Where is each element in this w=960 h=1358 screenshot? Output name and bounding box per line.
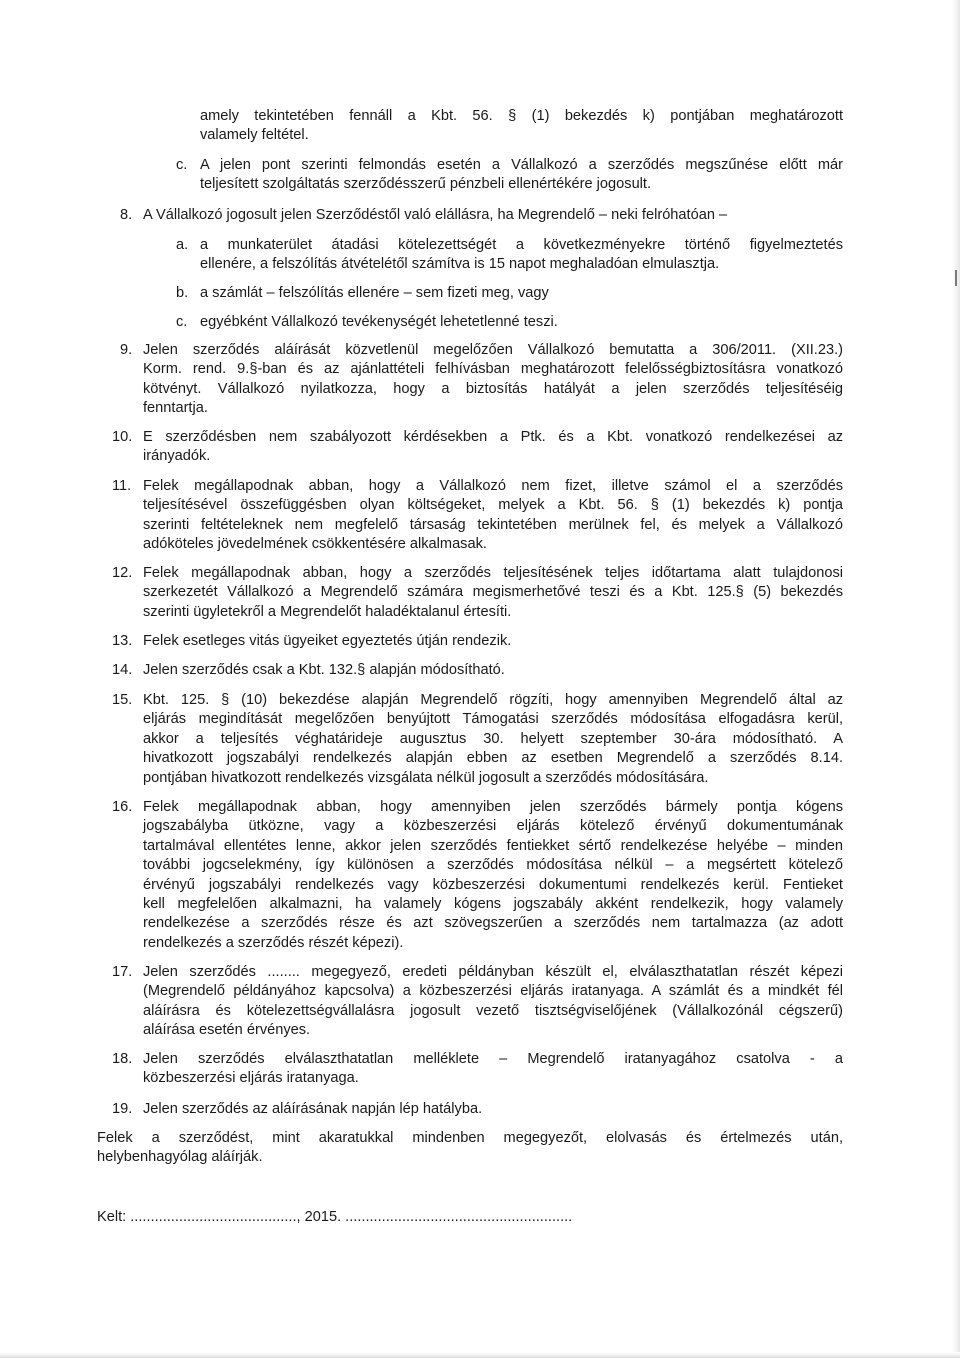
item-8a-line: ellenére, a felszólítás átvételétől számítva is 15 napot meghaladóan elmulasztja. bbox=[200, 256, 720, 273]
item-9-line: kötvényt. Vállalkozó nyilatkozza, hogy a biztosítás hatályát a jelen szerződés teljesítéséig bbox=[143, 380, 843, 397]
item-15-line: akkor a teljesítés véghatárideje augusztus 30. helyett szeptember 30-ára módosítható. A bbox=[143, 730, 843, 747]
item-11-marker: 11. bbox=[112, 478, 132, 494]
item-14-line: Jelen szerződés csak a Kbt. 132.§ alapján módosítható. bbox=[143, 662, 505, 678]
item-12-marker: 12. bbox=[112, 565, 133, 581]
item-14-marker: 14. bbox=[112, 662, 133, 678]
item-16-line: rendelkezés a szerződés részét képezi). bbox=[143, 934, 404, 951]
scan-mark bbox=[955, 270, 957, 286]
intro-paragraph bbox=[200, 107, 843, 146]
item-8-text bbox=[143, 206, 843, 225]
item-12-line: szerkezetét Vállalkozó a Megrendelő számára megismerhetővé teszi és a Kbt. 125.§ (5) bekezdés bbox=[143, 584, 843, 601]
item-16-text bbox=[143, 798, 843, 953]
item-8c-text bbox=[200, 313, 843, 332]
item-11-line: szerinti feltételeknek nem megfelelő társaság tekintetében merülnek fel, és melyek a Vállalkozó bbox=[143, 516, 843, 533]
item-16-marker: 16. bbox=[112, 799, 133, 815]
item-11-text bbox=[143, 477, 843, 555]
item-18-marker: 18. bbox=[112, 1051, 133, 1067]
item-16-line: rendelkezése a szerződés része és azt szövegszerűen a szerződés nem tartalmazza (az adott bbox=[143, 915, 843, 932]
item-12-line: szerinti ügyletekről a Megrendelőt haladéktalanul értesíti. bbox=[143, 603, 512, 620]
item-19-line: Jelen szerződés az aláírásának napján lép hatályba. bbox=[143, 1101, 483, 1117]
item-9-marker: 9. bbox=[120, 342, 133, 358]
item-14-text bbox=[143, 661, 843, 680]
item-11-line: adóköteles jövedelmének csökkentésére alkalmasak. bbox=[143, 536, 487, 553]
closing-line: helybenhagyólag aláírják. bbox=[97, 1149, 263, 1166]
intro-line: amely tekintetében fennáll a Kbt. 56. § (1) bekezdés k) pontjában meghatározott bbox=[200, 108, 843, 124]
item-9-text bbox=[143, 341, 843, 419]
item-12-text bbox=[143, 564, 843, 622]
item-10-text bbox=[143, 428, 843, 467]
item-17-marker: 17. bbox=[112, 964, 133, 980]
item-17-line: Jelen szerződés ........ megegyező, eredeti példányban készült el, elválaszthatatlan részét képezi bbox=[143, 964, 843, 980]
item-10-line: E szerződésben nem szabályozott kérdésekben a Ptk. és a Kbt. vonatkozó rendelkezései az bbox=[143, 429, 843, 445]
item-18-line: közbeszerzési eljárás iratanyaga. bbox=[143, 1070, 359, 1087]
item-9-line: fenntartja. bbox=[143, 400, 208, 417]
item-7c-line: A jelen pont szerinti felmondás esetén a Vállalkozó a szerződés megszűnése előtt már bbox=[200, 157, 843, 173]
item-10-line: irányadók. bbox=[143, 448, 211, 465]
item-8-line: A Vállalkozó jogosult jelen Szerződéstől való elállásra, ha Megrendelő – neki felróhatóan – bbox=[143, 207, 728, 223]
item-10-marker: 10. bbox=[112, 429, 133, 445]
item-16-line: tartalmával ellentétes lenne, akkor jelen szerződés fentiekket sértő rendelkezése helyébe – minden bbox=[143, 837, 843, 854]
item-16-line: kell megfelelően alkalmazni, ha valamely kógens jogszabály akként rendelkezik, hogy valamely bbox=[143, 896, 843, 913]
item-8b-text bbox=[200, 284, 843, 303]
item-17-line: aláírásra és kötelezettségvállalásra jogosult vezető tisztségviselőjének (Vállalkozónál cégszerű) bbox=[143, 1002, 843, 1019]
closing-paragraph bbox=[97, 1129, 843, 1168]
scan-edge-bottom bbox=[0, 1352, 960, 1358]
item-18-line: Jelen szerződés elválaszthatatlan melléklete – Megrendelő iratanyagához csatolva - a bbox=[143, 1051, 843, 1067]
item-8a-text bbox=[200, 236, 843, 275]
item-17-text bbox=[143, 963, 843, 1041]
item-8a-line: a munkaterület átadási kötelezettségét a következményekre történő figyelmeztetés bbox=[200, 237, 843, 253]
item-13-text bbox=[143, 632, 843, 651]
item-15-line: pontjában hivatkozott rendelkezés vizsgálata nélkül jogosult a szerződés módosítására. bbox=[143, 769, 709, 786]
item-15-text bbox=[143, 691, 843, 788]
item-8a-marker: a. bbox=[176, 237, 189, 253]
item-16-line: jogszabályba ütközne, vagy a közbeszerzési eljárás kötelező érvényű dokumentumának bbox=[143, 818, 843, 835]
closing-line: Felek a szerződést, mint akaratukkal mindenben megegyezőt, elolvasás és értelmezés után, bbox=[97, 1130, 843, 1146]
item-11-line: Felek megállapodnak abban, hogy a Vállalkozó nem fizet, illetve számol el a szerződés bbox=[143, 478, 843, 494]
item-16-line: érvényű jogszabályi rendelkezés vagy közbeszerzési dokumentumi rendelkezés kerül. Fentieket bbox=[143, 876, 843, 893]
item-8c-marker: c. bbox=[176, 314, 188, 330]
item-13-marker: 13. bbox=[112, 633, 133, 649]
item-17-line: aláírása esetén érvényes. bbox=[143, 1022, 311, 1039]
item-11-line: teljesítésével összefüggésben olyan költségeket, melyek a Kbt. 56. § (1) bekezdés k) pontja bbox=[143, 497, 843, 514]
item-7c-text bbox=[200, 156, 843, 195]
signature-line: Kelt: ........................................., 2015. ........................................................ bbox=[97, 1209, 573, 1225]
item-15-line: hivatkozott jogszabályi rendelkezés alapján ebben az esetben Megrendelő a szerződés 8.14. bbox=[143, 750, 843, 767]
item-7c-marker: c. bbox=[176, 157, 188, 173]
item-7c-line: teljesített szolgáltatás szerződésszerű pénzbeli ellenértékére jogosult. bbox=[200, 176, 652, 193]
item-9-line: Jelen szerződés aláírását közvetlenül megelőzően Vállalkozó bemutatta a 306/2011. (XII.23.) bbox=[143, 342, 843, 358]
item-17-line: (Megrendelő példányához kapcsolva) a közbeszerzési eljárás iratanyaga. A számlát és a mindkét fél bbox=[143, 983, 843, 1000]
scan-edge-right bbox=[952, 0, 960, 1358]
intro-line: valamely feltétel. bbox=[200, 127, 309, 144]
item-8-marker: 8. bbox=[120, 207, 133, 223]
item-8b-marker: b. bbox=[176, 285, 189, 301]
item-15-marker: 15. bbox=[112, 692, 133, 708]
item-16-line: Felek megállapodnak abban, hogy amennyiben jelen szerződés bármely pontja kógens bbox=[143, 799, 843, 815]
item-15-line: eljárás megindítását megelőzően benyújtott Támogatási szerződés módosítása elfogadásra kerül, bbox=[143, 711, 843, 728]
item-18-text bbox=[143, 1050, 843, 1089]
item-8c-line: egyébként Vállalkozó tevékenységét lehetetlenné teszi. bbox=[200, 314, 558, 330]
item-12-line: Felek megállapodnak abban, hogy a szerződés teljesítésének teljes időtartama alatt tulajdonosi bbox=[143, 565, 843, 581]
signature-place-date bbox=[97, 1208, 843, 1227]
item-13-line: Felek esetleges vitás ügyeiket egyeztetés útján rendezik. bbox=[143, 633, 512, 649]
item-16-line: további jogcselekmény, így különösen a szerződés módosítása nélkül – a megsértett kötelező bbox=[143, 857, 843, 874]
item-19-marker: 19. bbox=[112, 1101, 133, 1117]
item-15-line: Kbt. 125. § (10) bekezdése alapján Megrendelő rögzíti, hogy amennyiben Megrendelő által az bbox=[143, 692, 843, 708]
item-19-text bbox=[143, 1100, 843, 1119]
item-9-line: Korm. rend. 9.§-ban és az ajánlattételi felhívásban meghatározott felelősségbiztosításra vonatkozó bbox=[143, 361, 843, 378]
item-8b-line: a számlát – felszólítás ellenére – sem fizeti meg, vagy bbox=[200, 285, 549, 301]
